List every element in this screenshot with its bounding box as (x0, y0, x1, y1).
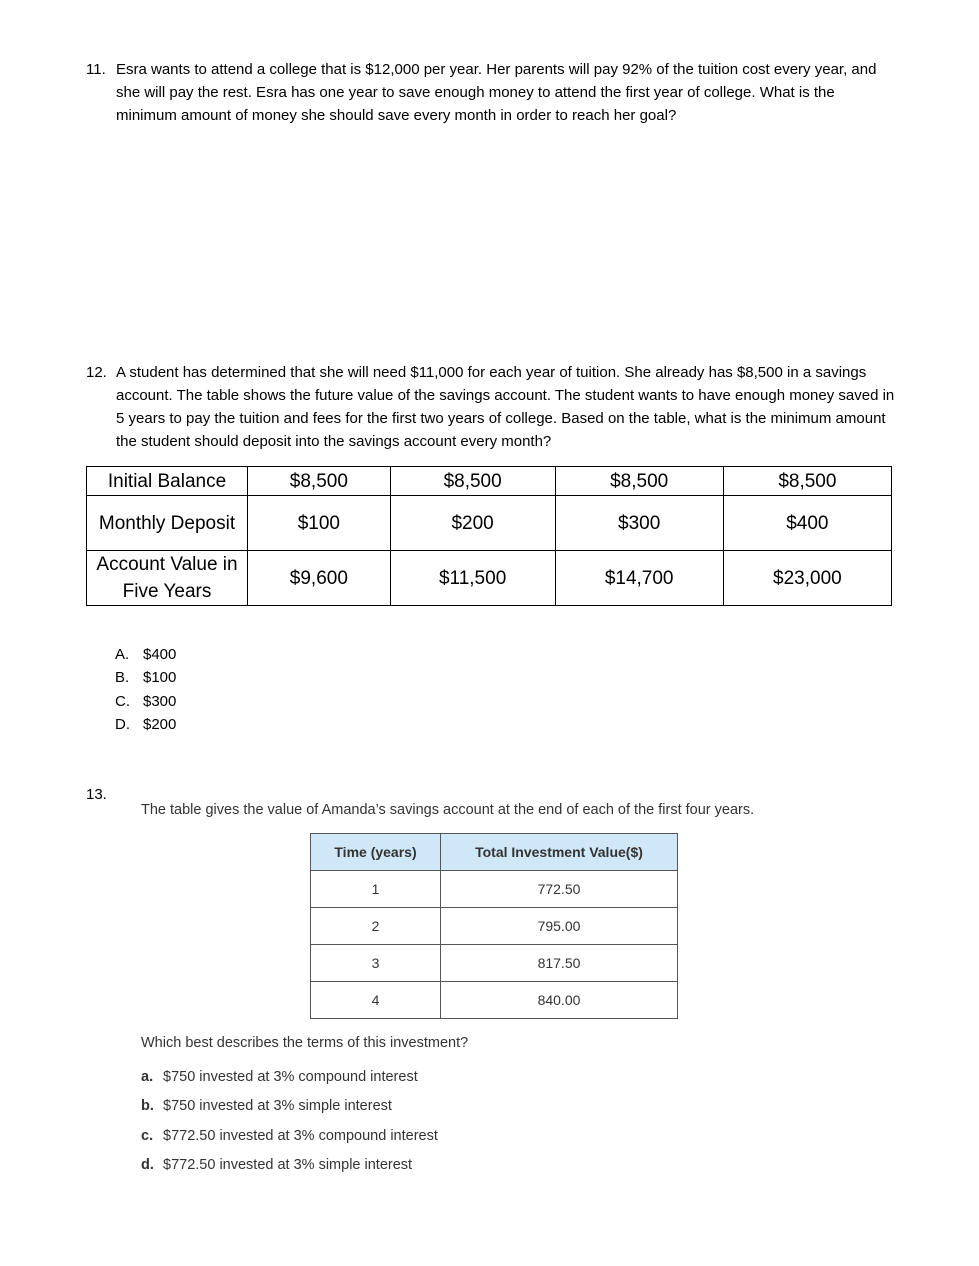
question-12-text: A student has determined that she will need $11,000 for each year of tuition. She already has $8,500 in a savings account. The table shows the future value of the savings account. The student wants to have enough money saved in 5 years to pay the tuition and fees for the first two years of college. Based on the table, what is the minimum amount the student should deposit into the savings account every month? (116, 364, 895, 450)
table-row (311, 982, 678, 1019)
savings-table (86, 466, 892, 606)
table-cell: 1 (311, 871, 441, 908)
question-12-choices (115, 643, 176, 736)
row-label: Initial Balance (87, 467, 248, 496)
table-row (87, 551, 892, 606)
column-header: Time (years) (311, 834, 441, 871)
table-row (87, 496, 892, 551)
row-label: Monthly Deposit (87, 496, 248, 551)
table-cell: 772.50 (441, 871, 678, 908)
question-11 (86, 58, 886, 127)
answer-choice[interactable]: a. $750 invested at 3% compound interest (141, 1069, 418, 1085)
table-cell: 3 (311, 945, 441, 982)
table-cell: $14,700 (555, 551, 723, 606)
table-cell: $100 (248, 496, 391, 551)
table-cell: $8,500 (555, 467, 723, 496)
answer-choice[interactable]: C. $300 (115, 692, 177, 710)
answer-choice[interactable]: A. $400 (115, 646, 177, 663)
question-13-intro: The table gives the value of Amanda’s savings account at the end of each of the first four years. (141, 802, 755, 818)
table-cell: $8,500 (390, 467, 555, 496)
table-cell: $400 (723, 496, 891, 551)
question-13-choices (141, 1063, 438, 1181)
table-cell: $9,600 (248, 551, 391, 606)
answer-choice[interactable]: c. $772.50 invested at 3% compound interest (141, 1127, 438, 1144)
answer-choice[interactable]: b. $750 invested at 3% simple interest (141, 1098, 392, 1115)
investment-table (310, 833, 678, 1019)
table-row (311, 945, 678, 982)
answer-choice[interactable]: B. $100 (115, 669, 177, 687)
row-label: Account Value in Five Years (87, 551, 248, 606)
answer-choice[interactable]: d. $772.50 invested at 3% simple interest (141, 1157, 413, 1174)
table-row (87, 467, 892, 496)
table-cell: 817.50 (441, 945, 678, 982)
question-12 (86, 361, 896, 453)
table-row (311, 908, 678, 945)
table-header-row (311, 834, 678, 871)
table-cell: $200 (390, 496, 555, 551)
column-header: Total Investment Value($) (441, 834, 678, 871)
table-cell: $23,000 (723, 551, 891, 606)
table-cell: $300 (555, 496, 723, 551)
question-11-text: Esra wants to attend a college that is $12,000 per year. Her parents will pay 92% of the tuition cost every year, and she will pay the rest. Esra has one year to save enough money to attend the first year of college. What is the minimum amount of money she should save every month in order to reach her goal? (116, 61, 877, 124)
answer-choice[interactable]: D. $200 (115, 715, 177, 733)
table-cell: 4 (311, 982, 441, 1019)
question-12-number: 12. (86, 364, 107, 381)
table-cell: $8,500 (723, 467, 891, 496)
question-13-number: 13. (86, 786, 107, 803)
question-13-stem: Which best describes the terms of this investment? (141, 1035, 469, 1051)
table-cell: 840.00 (441, 982, 678, 1019)
table-cell: 2 (311, 908, 441, 945)
table-cell: $11,500 (390, 551, 555, 606)
table-cell: $8,500 (248, 467, 391, 496)
table-cell: 795.00 (441, 908, 678, 945)
question-11-number: 11. (86, 61, 106, 78)
table-row (311, 871, 678, 908)
